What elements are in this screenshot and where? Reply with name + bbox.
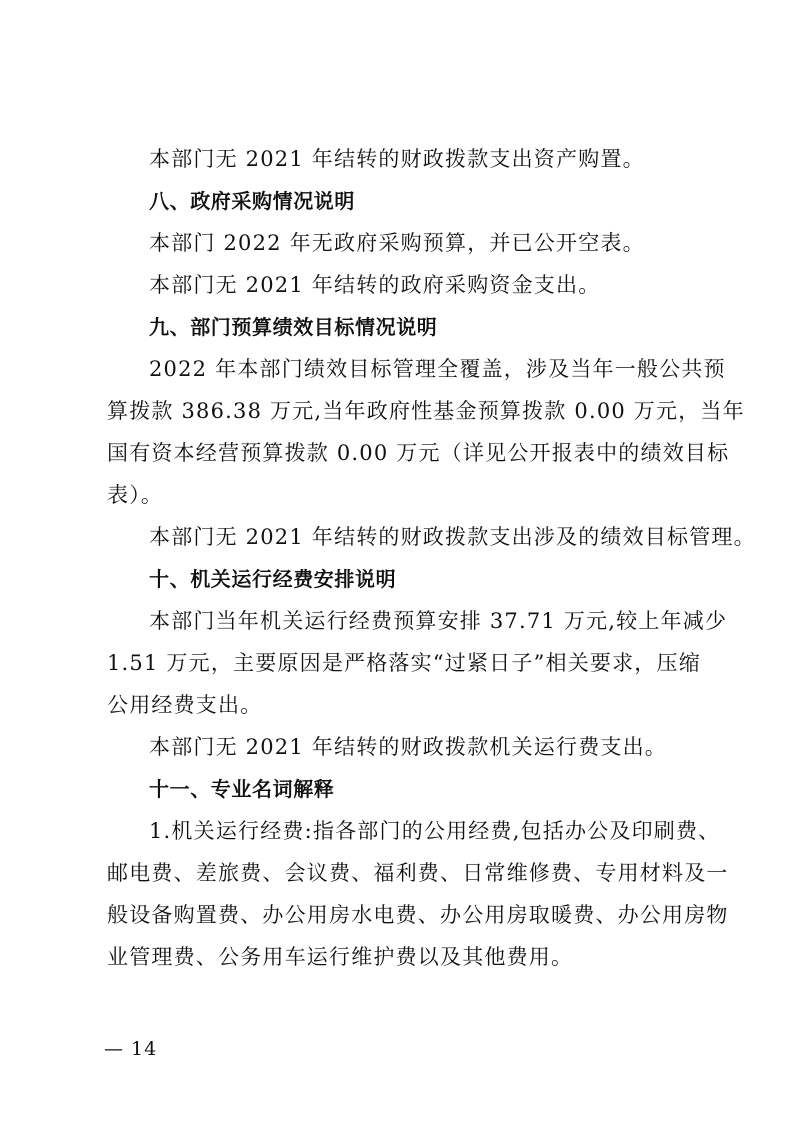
- paragraph-procurement-budget: [107, 222, 697, 264]
- paragraph-line: 本部门无 2021 年结转的政府采购资金支出。: [149, 273, 601, 297]
- paragraph-line: 表）。: [107, 483, 164, 507]
- paragraph-operating-carryover: [107, 726, 697, 768]
- section-heading-10: [107, 558, 697, 600]
- paragraph-operating-expenses: [107, 600, 728, 726]
- paragraph-line: 公用经费支出。: [107, 693, 263, 717]
- section-heading-9: [107, 306, 697, 348]
- paragraph-line: 本部门无 2021 年结转的财政拨款机关运行费支出。: [149, 735, 667, 759]
- heading-text: 八、政府采购情况说明: [149, 189, 355, 213]
- page-number: — 14: [104, 1038, 158, 1060]
- paragraph-line: 本部门无 2021 年结转的财政拨款支出资产购置。: [149, 147, 645, 171]
- paragraph-line: 邮电费、差旅费、会议费、福利费、日常维修费、专用材料及一: [107, 861, 729, 885]
- paragraph-performance-carryover: [107, 516, 756, 558]
- paragraph-line: 2022 年本部门绩效目标管理全覆盖，涉及当年一般公共预: [149, 357, 726, 381]
- section-heading-11: [107, 768, 697, 810]
- paragraph-line: 本部门当年机关运行经费预算安排 37.71 万元,较上年减少: [149, 609, 728, 633]
- paragraph-performance-goals: [107, 348, 745, 516]
- paragraph-line: 国有资本经营预算拨款 0.00 万元（详见公开报表中的绩效目标: [107, 441, 730, 465]
- paragraph-line: 1.51 万元，主要原因是严格落实“过紧日子”相关要求，压缩: [107, 651, 701, 675]
- heading-text: 十、机关运行经费安排说明: [149, 567, 397, 591]
- paragraph-term-definitions: [107, 810, 729, 978]
- paragraph-procurement-carryover: [107, 264, 697, 306]
- paragraph-line: 算拨款 386.38 万元,当年政府性基金预算拨款 0.00 万元，当年: [107, 399, 745, 423]
- paragraph-line: 本部门 2022 年无政府采购预算，并已公开空表。: [149, 231, 645, 255]
- heading-text: 十一、专业名词解释: [149, 777, 335, 801]
- heading-text: 九、部门预算绩效目标情况说明: [149, 315, 438, 339]
- paragraph-line: 业管理费、公务用车运行维护费以及其他费用。: [107, 945, 574, 969]
- paragraph-line: 本部门无 2021 年结转的财政拨款支出涉及的绩效目标管理。: [149, 525, 756, 549]
- paragraph-line: 般设备购置费、办公用房水电费、办公用房取暖费、办公用房物: [107, 903, 729, 927]
- paragraph-asset-purchase: [107, 138, 697, 180]
- section-heading-8: [107, 180, 697, 222]
- paragraph-line: 1.机关运行经费:指各部门的公用经费,包括办公及印刷费、: [149, 819, 721, 843]
